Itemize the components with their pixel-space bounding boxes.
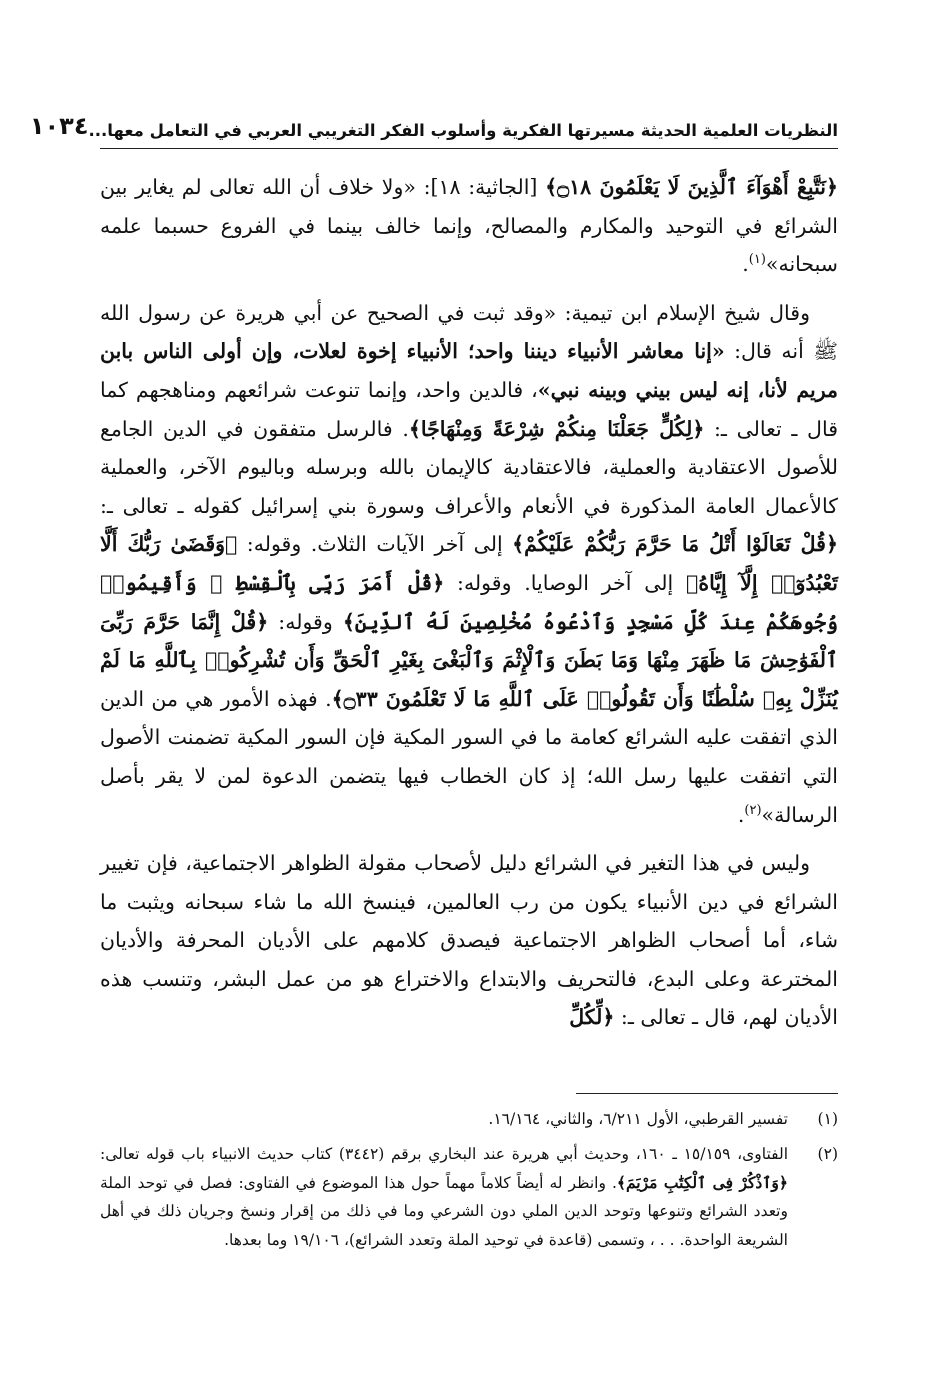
footnote-number: (١) bbox=[817, 1110, 838, 1128]
footnote-text-part: . وانظر له أيضاً كلاماً مهماً حول هذا الموضوع في الفتاوى: فصل في توحد الملة وتعدد الشرائع وتنوعها وتوحد الدين الملي دون الشرعي وما في ذلك من إقرار ونسخ وجريان ذلك في أهل الشريعة الواحدة. . . ، وتسمى (قاعدة في توحيد الملة وتعدد الشرائع)، ١٩/١٠٦ وما بعدها. bbox=[100, 1173, 788, 1250]
quran-verse: ﴿قُلْ إِنَّمَا حَرَّمَ رَبِّىَ ٱلْفَوَٰحِشَ مَا ظَهَرَ مِنْهَا وَمَا بَطَنَ وَٱلْإِثْمَ وَٱلْبَغْىَ بِغَيْرِ ٱلْحَقِّ وَأَن تُشْرِكُوا۟ بِٱللَّهِ مَا لَمْ يُنَزِّلْ بِهِۦ سُلْطَٰنًا وَأَن تَقُولُوا۟ عَلَى ٱللَّهِ مَا لَا تَعْلَمُونَ ۝٣٣﴾ bbox=[100, 609, 838, 711]
paragraph-text: [الجاثية: ١٨]: «ولا خلاف أن الله تعالى لم يغاير بين الشرائع في التوحيد والمكارم والمصالح، وإنما خالف بينما في الفروع حسبما علمه سبحانه» bbox=[100, 175, 838, 277]
paragraph bbox=[100, 168, 838, 284]
page-header bbox=[29, 100, 838, 149]
hadith-quote: «إنا معاشر الأنبياء ديننا واحد؛ الأنبياء إخوة لعلات، وإن أولى الناس بابن مريم لأنا، إنه ليس بيني وبينه نبي» bbox=[100, 339, 838, 402]
footnotes bbox=[100, 1105, 838, 1261]
paragraph-text: . فالرسل متفقون في الدين الجامع للأصول الاعتقادية والعملية، فالاعتقادية كالإيمان بالله وبرسله وباليوم الآخر، والعملية كالأعمال العامة المذكورة في الأنعام والأعراف وسورة بني إسرائيل كقوله ـ تعالى ـ: bbox=[100, 416, 838, 518]
footnote-text bbox=[100, 1140, 788, 1255]
paragraph bbox=[100, 294, 838, 834]
paragraph-text: ، فالدين واحد، وإنما تنوعت شرائعهم ومناهجهم كما قال ـ تعالى ـ: bbox=[100, 377, 838, 441]
quran-verse: ﴿قُلْ أَمَرَ رَبِّى بِٱلْقِسْطِ ۖ وَأَقِيمُوا۟ وُجُوهَكُمْ عِندَ كُلِّ مَسْجِدٍ وَٱدْعُوهُ مُخْلِصِينَ لَهُ ٱلدِّينَ﴾ bbox=[100, 570, 838, 634]
footnote-divider bbox=[576, 1093, 838, 1094]
quran-verse: ﴿وَٱذْكُرْ فِى ٱلْكِتَٰبِ مَرْيَمَ﴾ bbox=[616, 1172, 788, 1192]
footnote-ref[interactable]: (٢) bbox=[744, 802, 762, 818]
paragraph-text: وقوله: bbox=[268, 609, 343, 634]
punctuation: . bbox=[742, 252, 749, 277]
footnote-item bbox=[100, 1105, 838, 1134]
quran-verse: ﴿لِكُلٍّ جَعَلْنَا مِنكُمْ شِرْعَةً وَمِنْهَاجًا﴾ bbox=[408, 416, 705, 441]
footnote-ref[interactable]: (١) bbox=[748, 252, 766, 268]
footnote-text-part: الفتاوى، ١٥/١٥٩ ـ ١٦٠، وحديث أبي هريرة عند البخاري برقم (٣٤٤٢) كتاب حديث الانبياء باب قوله تعالى: bbox=[100, 1144, 788, 1163]
quran-verse: ﴿نَتَّبِعْ أَهْوَآءَ ٱلَّذِينَ لَا يَعْلَمُونَ ۝١٨﴾ bbox=[545, 175, 839, 199]
punctuation: . bbox=[737, 802, 745, 827]
page-number: ١٠٣٤ bbox=[29, 112, 89, 140]
footnote-text: تفسير القرطبي، الأول ٦/٢١١، والثاني، ١٦/١٦٤. bbox=[488, 1110, 788, 1128]
quran-verse: ﴿وَقَضَىٰ رَبُّكَ أَلَّا تَعْبُدُوٓا۟ إِلَّآ إِيَّاهُ﴾ bbox=[100, 532, 838, 595]
paragraph bbox=[100, 844, 838, 1037]
running-title: النظريات العلمية الحديثة مسيرتها الفكرية وأسلوب الفكر التغريبي العربي في التعامل معها... bbox=[88, 121, 838, 140]
main-text bbox=[100, 168, 838, 1047]
quran-verse: ﴿لِّكُلِّ bbox=[569, 1005, 615, 1030]
footnote-item bbox=[100, 1140, 838, 1255]
footnote-number: (٢) bbox=[817, 1144, 838, 1163]
quran-verse: ﴿قُلْ تَعَالَوْا أَتْلُ مَا حَرَّمَ رَبُّكُمْ عَلَيْكُمْ﴾ bbox=[512, 532, 838, 557]
paragraph-text: إلى آخر الآيات الثلاث. وقوله: bbox=[237, 532, 513, 557]
paragraph-text: وليس في هذا التغير في الشرائع دليل لأصحاب مقولة الظواهر الاجتماعية، فإن تغيير الشرائع في دين الأنبياء يكون من رب العالمين، فينسخ الله ما شاء سبحانه ويثبت ما شاء، أما أصحاب الظواهر الاجتماعية فيصدق كلامهم على الأديان المحرفة والأديان المخترعة وعلى البدع، فالتحريف والابتداع والاختراع هو من عمل البشر، وتنسب هذه الأديان لهم، قال ـ تعالى ـ: bbox=[100, 851, 838, 1030]
paragraph-text: وقال شيخ الإسلام ابن تيمية: «وقد ثبت في الصحيح عن أبي هريرة عن رسول الله ﷺ أنه قال: bbox=[100, 300, 838, 364]
paragraph-text: . فهذه الأمور هي من الدين الذي اتفقت عليه الشرائع كعامة ما في السور المكية فإن السور المكية تضمنت الأصول التي اتفقت عليها رسل الله؛ إذ كان الخطاب فيها يتضمن الدعوة لمن لا يقر بأصل الرسالة» bbox=[100, 686, 838, 827]
paragraph-text: إلى آخر الوصايا. وقوله: bbox=[444, 570, 687, 595]
